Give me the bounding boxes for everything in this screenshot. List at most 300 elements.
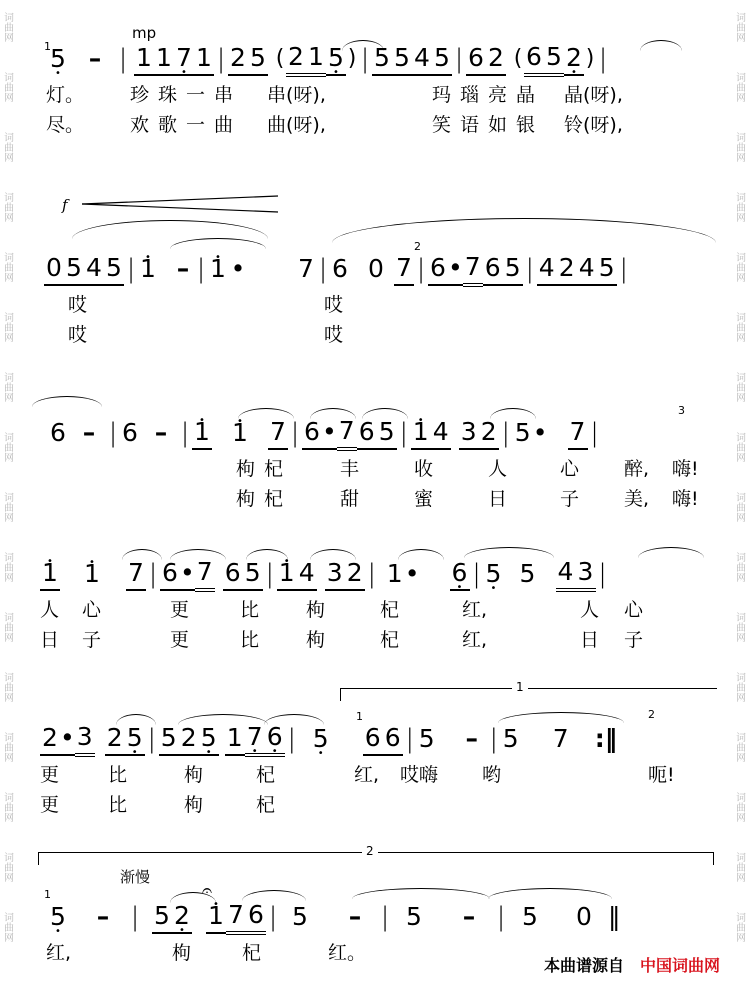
- note: 2: [179, 722, 199, 756]
- note: –: [82, 418, 96, 447]
- note: 5: [519, 559, 536, 588]
- watermark-char: 曲: [4, 623, 14, 634]
- watermark-char: 网: [736, 453, 746, 464]
- note: • 1: [40, 557, 60, 591]
- watermark-char: 网: [4, 753, 14, 764]
- watermark-char: 网: [4, 273, 14, 284]
- note: 5: [243, 557, 263, 591]
- watermark-char: 网: [736, 933, 746, 944]
- watermark-group: [736, 134, 746, 180]
- lyric: 日: [488, 488, 508, 510]
- lyric: 心: [82, 599, 102, 621]
- watermark-char: 网: [736, 393, 746, 404]
- watermark-char: 曲: [4, 563, 14, 574]
- note: • 1: [82, 558, 102, 590]
- watermark-left: [2, 0, 16, 1000]
- watermark-group: [736, 434, 746, 480]
- lyric: 玛瑙亮晶: [432, 84, 545, 106]
- watermark-char: 曲: [4, 23, 14, 34]
- lyric: 红,: [462, 599, 488, 621]
- barline: |: [287, 724, 297, 754]
- lyric: 杞: [256, 794, 276, 816]
- watermark-char: 词: [4, 853, 14, 864]
- note: 7: [195, 556, 215, 592]
- note: 5 •: [48, 901, 68, 933]
- staff-row-4: [42, 553, 722, 595]
- watermark-char: 曲: [736, 203, 746, 214]
- watermark-char: 网: [736, 513, 746, 524]
- watermark-char: 词: [736, 673, 746, 684]
- note: 7 •: [174, 42, 194, 76]
- watermark-char: 曲: [736, 323, 746, 334]
- watermark-char: 网: [736, 633, 746, 644]
- note: 5: [544, 41, 564, 77]
- slur: [640, 40, 682, 51]
- watermark-group: [736, 314, 746, 360]
- note: 6: [357, 416, 377, 450]
- note: 7: [394, 252, 414, 286]
- watermark-char: 词: [736, 553, 746, 564]
- key-fraction-3: 3: [678, 404, 685, 417]
- barline: |: [525, 254, 535, 284]
- lyrics-verse-2: [42, 320, 722, 350]
- barline: |: [118, 44, 128, 74]
- lyric: 比: [108, 764, 128, 786]
- note: 5: [292, 902, 308, 931]
- barline: |: [496, 902, 506, 932]
- barline: |: [268, 902, 278, 932]
- lyric: 杞: [380, 629, 400, 651]
- lyric: 哟: [482, 764, 502, 786]
- note: 5 •: [484, 558, 504, 590]
- note: 7: [568, 416, 588, 450]
- watermark-char: 曲: [736, 83, 746, 94]
- lyric: 甜: [340, 488, 360, 510]
- crescendo-hairpin: [82, 194, 282, 214]
- watermark-char: 网: [4, 333, 14, 344]
- note: 3: [75, 721, 95, 757]
- lyrics-verse-2: [42, 484, 722, 514]
- note: 6: [160, 557, 180, 591]
- watermark-char: 网: [736, 33, 746, 44]
- watermark-char: 词: [736, 793, 746, 804]
- barline: |: [416, 254, 426, 284]
- watermark-char: 曲: [736, 683, 746, 694]
- watermark-char: 网: [4, 933, 14, 944]
- watermark-char: 网: [4, 93, 14, 104]
- barline: |: [590, 418, 599, 448]
- watermark-char: 词: [736, 433, 746, 444]
- watermark-group: [4, 134, 14, 180]
- note: 6: [223, 557, 243, 591]
- note: 5: [514, 418, 531, 447]
- lyric: 欢歌一曲: [130, 114, 243, 136]
- staff-row-3: [42, 412, 722, 454]
- note: (: [513, 46, 523, 71]
- lyric: 灯。: [46, 84, 85, 106]
- note: 5 •: [125, 722, 145, 756]
- watermark-char: 网: [4, 873, 14, 884]
- lyric: 曲(呀),: [267, 114, 326, 136]
- dynamic-mp: mp: [132, 24, 157, 42]
- note: 5: [418, 724, 435, 753]
- watermark-group: [736, 494, 746, 540]
- watermark-char: 词: [4, 193, 14, 204]
- note: ): [585, 46, 595, 71]
- watermark-group: [4, 854, 14, 900]
- barline: |: [148, 559, 158, 589]
- watermark-char: 词: [736, 253, 746, 264]
- note: –: [465, 724, 478, 753]
- watermark-char: 词: [736, 613, 746, 624]
- watermark-group: [736, 914, 746, 960]
- watermark-char: 曲: [736, 863, 746, 874]
- note: –: [348, 902, 362, 931]
- watermark-char: 曲: [4, 143, 14, 154]
- watermark-char: 网: [4, 453, 14, 464]
- watermark-group: [736, 14, 746, 60]
- lyric: 笑语如银: [432, 114, 545, 136]
- lyric: 呃!: [648, 764, 675, 786]
- note: 2: [105, 722, 125, 756]
- lyric: 枸: [236, 488, 256, 510]
- note: 4: [577, 252, 597, 286]
- barline: |: [399, 418, 409, 448]
- watermark-char: 网: [4, 393, 14, 404]
- watermark-char: 网: [736, 873, 746, 884]
- watermark-group: [4, 74, 14, 120]
- watermark-char: 词: [4, 793, 14, 804]
- note: 3: [459, 416, 479, 450]
- note: 2: [40, 722, 60, 756]
- lyric: 哎: [68, 324, 88, 346]
- watermark-char: 曲: [4, 803, 14, 814]
- barline: |: [126, 254, 136, 284]
- lyric: 红,: [462, 629, 488, 651]
- barline: |: [598, 44, 608, 74]
- lyric: 枸: [184, 764, 204, 786]
- note: 4: [537, 252, 557, 286]
- lyric: 红,: [354, 764, 380, 786]
- second-ending-label: 2: [362, 844, 378, 858]
- watermark-char: 词: [736, 13, 746, 24]
- note: •: [532, 418, 548, 447]
- lyric: 比: [240, 629, 260, 651]
- lyric: 枸: [172, 942, 192, 964]
- watermark-group: [4, 794, 14, 840]
- watermark-char: 曲: [4, 203, 14, 214]
- first-ending-label: 1: [512, 680, 528, 694]
- watermark-group: [736, 614, 746, 660]
- watermark-char: 词: [4, 493, 14, 504]
- watermark-char: 曲: [4, 863, 14, 874]
- watermark-group: [4, 674, 14, 720]
- note: • 1: [138, 253, 158, 285]
- lyric: 更: [170, 629, 190, 651]
- lyric: 蜜: [414, 488, 434, 510]
- note: 6 •: [450, 557, 470, 591]
- watermark-char: 曲: [4, 443, 14, 454]
- lyric: 哎嗨: [400, 764, 439, 786]
- watermark-char: 词: [4, 613, 14, 624]
- lyric: 子: [624, 629, 644, 651]
- watermark-char: 曲: [736, 263, 746, 274]
- lyrics-verse-1: [42, 760, 722, 790]
- watermark-group: [736, 74, 746, 120]
- note: • 1: [230, 417, 250, 449]
- barline: |: [108, 418, 118, 448]
- watermark-char: 曲: [736, 803, 746, 814]
- lyric: 哎: [324, 324, 344, 346]
- fermata-icon: 𝄐: [202, 880, 213, 901]
- barline: |: [501, 418, 511, 448]
- key-fraction-1: 1: [356, 710, 363, 723]
- note: • 1: [411, 416, 431, 450]
- note: 2: [479, 416, 499, 450]
- watermark-char: 网: [4, 33, 14, 44]
- lyric: 人: [488, 458, 508, 480]
- barline: |: [360, 44, 370, 74]
- lyric: 哎: [324, 294, 344, 316]
- watermark-group: [4, 434, 14, 480]
- lyric: 比: [108, 794, 128, 816]
- lyric: 杞: [256, 764, 276, 786]
- barline: |: [454, 44, 464, 74]
- note: 6: [50, 418, 66, 447]
- note: 7: [226, 899, 246, 935]
- note: 5: [64, 252, 84, 286]
- note: 6: [122, 418, 138, 447]
- note: 1: [154, 42, 174, 76]
- watermark-char: 词: [4, 433, 14, 444]
- watermark-char: 词: [4, 733, 14, 744]
- watermark-group: [736, 194, 746, 240]
- watermark-char: 网: [4, 573, 14, 584]
- barline: |: [598, 559, 607, 589]
- barline: |: [367, 559, 377, 589]
- note: 4: [412, 42, 432, 76]
- lyric: 丰: [340, 458, 360, 480]
- note: –: [88, 44, 102, 73]
- key-fraction-1: 1: [44, 888, 51, 901]
- barline: |: [405, 724, 415, 754]
- watermark-char: 网: [736, 693, 746, 704]
- source-footer: [544, 953, 720, 976]
- note: 1: [225, 722, 245, 756]
- lyrics-verse-1: [42, 595, 722, 625]
- note: 1: [386, 559, 403, 588]
- lyric: 枸: [306, 599, 326, 621]
- note: 0: [44, 252, 64, 286]
- tempo-slowing: 渐慢: [120, 868, 151, 886]
- watermark-char: 词: [736, 133, 746, 144]
- note: •: [60, 722, 75, 756]
- repeat-end-barline: :‖: [594, 724, 618, 753]
- barline: |: [472, 559, 481, 589]
- watermark-char: 曲: [736, 143, 746, 154]
- note: • 1: [192, 416, 212, 450]
- lyrics-verse-1: [42, 80, 722, 110]
- lyric: 更: [40, 794, 60, 816]
- note: 6: [428, 252, 448, 286]
- lyric: 杞: [242, 942, 262, 964]
- lyric: 更: [170, 599, 190, 621]
- note: 7: [126, 557, 146, 591]
- score-system-2: [42, 196, 722, 350]
- note: 5 •: [326, 42, 346, 76]
- watermark-char: 曲: [4, 923, 14, 934]
- note: 7: [298, 254, 314, 283]
- watermark-char: 词: [4, 73, 14, 84]
- lyric: 嗨!: [672, 488, 699, 510]
- note: ): [347, 46, 357, 71]
- note: 2: [286, 41, 306, 77]
- note: 6: [466, 42, 486, 76]
- note: 5: [432, 42, 452, 76]
- watermark-group: [4, 314, 14, 360]
- watermark-char: 词: [4, 13, 14, 24]
- watermark-char: 网: [4, 813, 14, 824]
- staff-row-6: [42, 896, 722, 938]
- note: –: [96, 902, 110, 931]
- watermark-char: 网: [736, 273, 746, 284]
- lyric: 枸: [184, 794, 204, 816]
- barline: |: [147, 724, 157, 754]
- watermark-char: 曲: [4, 683, 14, 694]
- note: 7: [268, 416, 288, 450]
- note: 2: [345, 557, 365, 591]
- lyrics-verse-2: [42, 790, 722, 820]
- lyric: 哎: [68, 294, 88, 316]
- watermark-group: [4, 914, 14, 960]
- note: 5: [597, 252, 617, 286]
- lyric: 串(呀),: [267, 84, 326, 106]
- watermark-char: 网: [736, 93, 746, 104]
- note: 1: [134, 42, 154, 76]
- watermark-char: 曲: [4, 323, 14, 334]
- watermark-char: 曲: [4, 383, 14, 394]
- watermark-char: 网: [4, 693, 14, 704]
- watermark-group: [4, 734, 14, 780]
- score-system-1: [42, 24, 722, 140]
- note: 5: [377, 416, 397, 450]
- note: 0: [576, 902, 592, 931]
- note: 5 •: [199, 722, 219, 756]
- note: • 1: [277, 557, 297, 591]
- watermark-char: 曲: [736, 443, 746, 454]
- note: 6: [363, 722, 383, 756]
- watermark-group: [4, 614, 14, 660]
- watermark-char: 曲: [736, 743, 746, 754]
- barline: |: [619, 254, 629, 284]
- note: 5: [502, 724, 519, 753]
- lyric: 日: [580, 629, 600, 651]
- barline: |: [489, 724, 499, 754]
- watermark-char: 网: [736, 333, 746, 344]
- watermark-group: [4, 254, 14, 300]
- final-barline: ‖: [608, 902, 621, 931]
- lyric: 珍珠一串: [130, 84, 243, 106]
- note: (: [275, 46, 285, 71]
- staff-row-5: [42, 718, 722, 760]
- watermark-char: 词: [736, 853, 746, 864]
- barline: |: [265, 559, 275, 589]
- note: •: [180, 557, 195, 591]
- barline: |: [318, 254, 328, 284]
- slur: [72, 220, 268, 239]
- key-fraction-2: 2: [648, 708, 655, 721]
- lyric: 杞: [264, 458, 284, 480]
- watermark-group: [736, 554, 746, 600]
- lyric: 美,: [624, 488, 650, 510]
- brand-link[interactable]: 中国词曲网: [639, 956, 720, 975]
- watermark-group: [736, 254, 746, 300]
- watermark-char: 曲: [4, 263, 14, 274]
- note: 6: [302, 416, 322, 450]
- lyric: 子: [82, 629, 102, 651]
- watermark-char: 曲: [736, 623, 746, 634]
- watermark-group: [736, 374, 746, 420]
- note: 4: [556, 556, 576, 592]
- note: 5: [372, 42, 392, 76]
- lyric: 子: [560, 488, 580, 510]
- barline: |: [216, 44, 226, 74]
- watermark-char: 网: [736, 573, 746, 584]
- note: 5 •: [48, 43, 68, 75]
- lyrics-verse-2: [42, 110, 722, 140]
- lyric: 枸: [236, 458, 256, 480]
- watermark-char: 词: [736, 193, 746, 204]
- watermark-char: 词: [736, 73, 746, 84]
- staff-row-2: [42, 248, 722, 290]
- note: 5: [159, 722, 179, 756]
- note: 5: [522, 902, 538, 931]
- lyric: 杞: [380, 599, 400, 621]
- watermark-group: [4, 194, 14, 240]
- lyric: 更: [40, 764, 60, 786]
- note: 7: [552, 724, 569, 753]
- lyric: 嗨!: [672, 458, 699, 480]
- watermark-group: [4, 374, 14, 420]
- lyric: 人: [40, 599, 60, 621]
- lyric: 枸: [306, 629, 326, 651]
- note: •: [448, 252, 463, 286]
- note: 6: [332, 254, 348, 283]
- note: 2 •: [564, 42, 584, 76]
- note: 6: [524, 41, 544, 77]
- score-system-3: [42, 404, 722, 514]
- watermark-char: 词: [736, 733, 746, 744]
- watermark-char: 网: [4, 153, 14, 164]
- lyric: 心: [560, 458, 580, 480]
- note: •: [322, 416, 337, 450]
- note: –: [154, 418, 168, 447]
- watermark-group: [4, 554, 14, 600]
- watermark-group: [736, 734, 746, 780]
- note: • 1: [208, 253, 228, 285]
- watermark-char: 曲: [736, 383, 746, 394]
- watermark-char: 词: [4, 913, 14, 924]
- staff-row-1: [42, 38, 722, 80]
- watermark-char: 网: [736, 213, 746, 224]
- watermark-char: 曲: [4, 83, 14, 94]
- barline: |: [130, 902, 140, 932]
- lyrics-verse-2: [42, 625, 722, 655]
- lyric: 日: [40, 629, 60, 651]
- watermark-char: 词: [4, 553, 14, 564]
- lyric: 尽。: [46, 114, 85, 136]
- watermark-group: [736, 854, 746, 900]
